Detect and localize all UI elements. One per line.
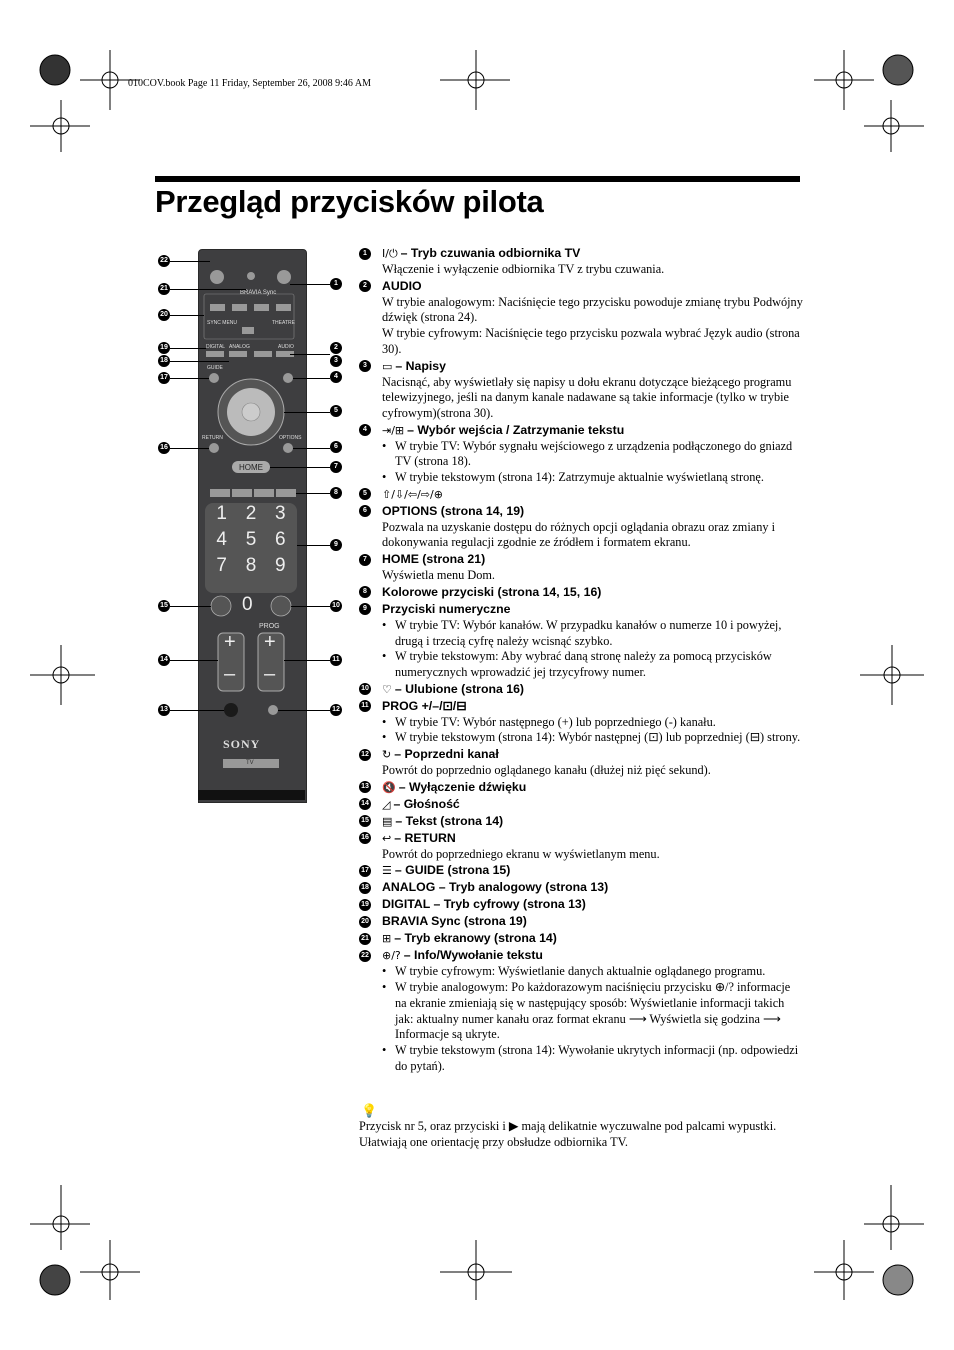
remote-label-analog: ANALOG: [229, 344, 250, 350]
callout-14: 14: [158, 654, 170, 666]
item-title: – Info/Wywołanie tekstu: [403, 948, 543, 963]
remote-label-tv: TV: [246, 760, 254, 766]
number-pad: [207, 503, 295, 577]
item-heading: [359, 947, 804, 964]
callout-18: 18: [158, 355, 170, 367]
callout-11: 11: [330, 654, 342, 666]
item-description: Wyświetla menu Dom.: [382, 568, 495, 583]
button-description-item: [359, 913, 804, 930]
item-title: Kolorowe przyciski (strona 14, 15, 16): [382, 584, 602, 599]
callout-3: 3: [330, 355, 342, 367]
item-heading: [359, 486, 804, 503]
item-title: – Wybór wejścia / Zatrzymanie tekstu: [407, 422, 625, 437]
button-symbol-icon: 🔇: [382, 780, 396, 794]
bullet-text: W trybie analogowym: Po każdorazowym naciśnięciu przycisku ⊕/? informacje na ekranie zmieniają się w następujący sposób: Wyświetlanie informacji takich jak: aktualny numer kanału oraz format ekranu ⟶ Wyświetla się godzina ⟶ Informacje są ukryte.: [395, 980, 791, 1042]
item-description: Pozwala na uzyskanie dostępu do różnych opcji oglądania obrazu oraz zmiany i dokonywania regulacji zgodnie ze źródłem i formatem ekranu.: [382, 519, 776, 550]
item-number-badge: 15: [359, 815, 371, 827]
item-heading: [359, 879, 804, 896]
item-heading: [359, 813, 804, 830]
bullet-item: [382, 1043, 804, 1074]
item-number-badge: 8: [359, 586, 371, 598]
item-heading: [359, 896, 804, 913]
callout-15: 15: [158, 600, 170, 612]
tip-section: [359, 1102, 799, 1150]
remote-label-guide: GUIDE: [207, 365, 223, 371]
title-rule: [155, 176, 800, 182]
item-title: – Tryb czuwania odbiornika TV: [400, 246, 581, 260]
item-number-badge: 10: [359, 683, 371, 695]
button-symbol-icon: ↻: [382, 748, 392, 762]
item-heading: [359, 503, 804, 520]
item-heading: [359, 601, 804, 618]
bullet-item: [382, 439, 804, 470]
bullet-text: W trybie tekstowym (strona 14): Zatrzymuje aktualnie wyświetlaną stronę.: [395, 470, 764, 485]
button-symbol-icon: ⇥/⊞: [382, 423, 405, 437]
item-title: – Wyłączenie dźwięku: [398, 779, 527, 794]
button-description-item: [359, 930, 804, 947]
remote-brand-logo: SONY: [223, 737, 261, 751]
page-title: Przegląd przycisków pilota: [155, 184, 544, 219]
callout-2: 2: [330, 342, 342, 354]
item-title: BRAVIA Sync (strona 19): [382, 914, 527, 929]
item-heading: [359, 862, 804, 879]
item-title: – Tryb ekranowy (strona 14): [394, 931, 557, 946]
button-description-item: [359, 601, 804, 681]
callout-1: 1: [330, 278, 342, 290]
callout-7: 7: [330, 461, 342, 473]
item-heading: [359, 746, 804, 763]
item-heading: [359, 779, 804, 796]
bullet-item: [382, 618, 804, 649]
item-number-badge: 12: [359, 749, 371, 761]
item-description: Włączenie i wyłączenie odbiornika TV z trybu czuwania.: [382, 262, 665, 276]
remote-illustration: [155, 245, 355, 805]
bullet-text: W trybie cyfrowym: Wyświetlanie danych aktualnie oglądanego programu.: [395, 964, 766, 979]
callout-17: 17: [158, 372, 170, 384]
callout-9: 9: [330, 539, 342, 551]
button-symbol-icon: ⇧/⇩/⇦/⇨/⊕: [382, 487, 443, 501]
item-title: – Głośność: [393, 796, 460, 811]
page-header-line: 010COV.book Page 11 Friday, September 26, 2008 9:46 AM: [128, 78, 371, 89]
item-description: Powrót do poprzednio oglądanego kanału (dłużej niż pięć sekund).: [382, 763, 711, 778]
button-symbol-icon: ◿: [382, 797, 391, 811]
callout-20: 20: [158, 309, 170, 321]
bullet-dot: •: [382, 649, 387, 664]
remote-label-return: RETURN: [202, 435, 223, 441]
number-key: 7: [216, 555, 227, 576]
number-key: 3: [275, 503, 286, 524]
item-description: W trybie cyfrowym: Naciśnięcie tego przycisku pozwala wybrać Język audio (strona 30).: [382, 326, 800, 356]
number-key: 4: [216, 529, 227, 550]
remote-label-theatre: THEATRE: [272, 320, 295, 326]
callout-21: 21: [158, 283, 170, 295]
remote-label-audio: AUDIO: [278, 344, 294, 350]
button-symbol-icon: ▤: [382, 814, 393, 828]
item-heading: [359, 830, 804, 847]
bullet-dot: •: [382, 714, 387, 729]
bullet-dot: •: [382, 438, 387, 453]
button-description-item: [359, 796, 804, 813]
number-key-zero: 0: [242, 594, 253, 615]
button-symbol-icon: ♡: [382, 682, 392, 696]
item-number-badge: 16: [359, 832, 371, 844]
item-number-badge: 14: [359, 798, 371, 810]
item-number-badge: 3: [359, 360, 371, 372]
button-description-item: [359, 896, 804, 913]
item-number-badge: 11: [359, 700, 371, 712]
item-title: OPTIONS (strona 14, 19): [382, 503, 525, 518]
button-description-item: [359, 358, 804, 422]
remote-label-prog: PROG: [259, 623, 280, 630]
item-number-badge: 6: [359, 505, 371, 517]
callout-10: 10: [330, 600, 342, 612]
item-title: – GUIDE (strona 15): [394, 863, 511, 878]
item-heading: [359, 551, 804, 568]
callout-12: 12: [330, 704, 342, 716]
button-description-item: [359, 681, 804, 698]
callout-8: 8: [330, 487, 342, 499]
bullet-text: W trybie tekstowym (strona 14): Wywołanie ukrytych informacji (np. odpowiedzi do pytań).: [395, 1042, 799, 1073]
number-key: 5: [245, 529, 257, 550]
bullet-dot: •: [382, 617, 387, 632]
number-key: 6: [275, 529, 286, 550]
bullet-dot: •: [382, 964, 387, 979]
button-symbol-icon: I/⏻: [382, 247, 398, 260]
button-description-item: [359, 746, 804, 779]
item-number-badge: 1: [359, 248, 371, 260]
volume-minus: –: [224, 663, 236, 685]
item-title: DIGITAL – Tryb cyfrowy (strona 13): [382, 897, 586, 912]
bullet-text: W trybie tekstowym (strona 14): Wybór następnej (⊡) lub poprzedniej (⊟) strony.: [395, 730, 801, 745]
number-key: 8: [245, 555, 257, 576]
item-title: Przyciski numeryczne: [382, 601, 511, 616]
item-title: – Poprzedni kanał: [394, 747, 499, 762]
item-number-badge: 4: [359, 424, 371, 436]
item-description: W trybie analogowym: Naciśnięcie tego przycisku powoduje zmianę trybu Podwójny dźwięk (strona 24).: [382, 294, 803, 325]
item-number-badge: 9: [359, 603, 371, 615]
item-description: Powrót do poprzedniego ekranu w wyświetlanym menu.: [382, 846, 660, 861]
remote-label-sync-menu: SYNC MENU: [207, 320, 238, 326]
button-description-item: [359, 486, 804, 503]
button-description-item: [359, 422, 804, 486]
button-symbol-icon: ⊕/?: [382, 949, 401, 963]
callout-6: 6: [330, 441, 342, 453]
item-title: ANALOG – Tryb analogowy (strona 13): [382, 880, 609, 895]
item-heading: [359, 796, 804, 813]
tip-text: Przycisk nr 5, oraz przyciski i ▶ mają delikatnie wyczuwalne pod palcami wypustki. Ułatwiają one orientację przy obsłudze odbiornika TV.: [359, 1119, 777, 1149]
remote-label-options: OPTIONS: [279, 435, 302, 441]
light-bulb-icon: 💡: [361, 1104, 378, 1119]
bullet-dot: •: [382, 980, 387, 995]
button-description-item: [359, 862, 804, 879]
bullet-dot: •: [382, 730, 387, 745]
callout-19: 19: [158, 342, 170, 354]
bullet-text: W trybie TV: Wybór kanałów. W przypadku kanałów o numerze 10 i powyżej, drugą i trzecią cyfrę należy wcisnąć szybko.: [395, 617, 782, 648]
bullet-dot: •: [382, 470, 387, 485]
remote-label-bravia-sync: BRAVIA Sync: [240, 290, 277, 296]
button-description-item: [359, 503, 804, 551]
bullet-item: [382, 470, 804, 486]
item-number-badge: 22: [359, 950, 371, 962]
button-description-item: [359, 584, 804, 601]
item-heading: [359, 422, 804, 439]
callout-22: 22: [158, 255, 170, 267]
prog-plus: +: [264, 631, 276, 653]
bullet-item: [382, 964, 804, 980]
item-title: – RETURN: [394, 830, 456, 845]
button-description-item: [359, 830, 804, 863]
bullet-text: W trybie TV: Wybór następnego (+) lub poprzedniego (-) kanału.: [395, 714, 716, 729]
item-number-badge: 19: [359, 899, 371, 911]
item-number-badge: 13: [359, 781, 371, 793]
number-key: 9: [275, 555, 286, 576]
item-title: – Tekst (strona 14): [395, 813, 504, 828]
item-title: AUDIO: [382, 278, 422, 293]
bullet-item: [382, 730, 804, 746]
item-heading: [359, 358, 804, 375]
prog-minus: –: [264, 663, 276, 685]
callout-4: 4: [330, 371, 342, 383]
item-heading: [359, 584, 804, 601]
bullet-item: [382, 649, 804, 680]
remote-label-digital: DIGITAL: [206, 344, 226, 350]
item-number-badge: 20: [359, 916, 371, 928]
bullet-dot: •: [382, 1042, 387, 1057]
item-number-badge: 21: [359, 933, 371, 945]
callout-13: 13: [158, 704, 170, 716]
item-heading: [359, 245, 804, 262]
item-title: – Ulubione (strona 16): [394, 681, 525, 696]
item-title: – Napisy: [395, 358, 446, 373]
item-heading: [359, 278, 804, 295]
button-descriptions: [359, 245, 804, 1074]
item-number-badge: 7: [359, 554, 371, 566]
item-number-badge: 17: [359, 865, 371, 877]
item-heading: [359, 930, 804, 947]
button-description-item: [359, 947, 804, 1074]
callout-5: 5: [330, 405, 342, 417]
item-title: HOME (strona 21): [382, 552, 486, 567]
button-symbol-icon: ↩: [382, 831, 392, 845]
item-description: Nacisnąć, aby wyświetlały się napisy u dołu ekranu dotyczące bieżącego programu telewizyjnego, jeśli na danym kanale nadawane są takie informacje (tylko w trybie cyfrowym)(strona 30).: [382, 374, 792, 420]
bullet-item: [382, 715, 804, 731]
power-button: [277, 270, 291, 284]
bullet-text: W trybie TV: Wybór sygnału wejściowego z urządzenia podłączonego do gniazd TV (strona 18).: [395, 438, 793, 469]
button-symbol-icon: ▭: [382, 359, 393, 373]
button-description-item: [359, 813, 804, 830]
item-heading: [359, 698, 804, 715]
button-description-item: [359, 245, 804, 278]
item-heading: [359, 913, 804, 930]
bullet-text: W trybie tekstowym: Aby wybrać daną stronę należy za pomocą przycisków numerycznych wprowadzić jej trzycyfrowy numer.: [395, 649, 772, 679]
volume-plus: +: [224, 631, 236, 653]
button-description-item: [359, 278, 804, 358]
item-number-badge: 2: [359, 280, 371, 292]
callout-16: 16: [158, 442, 170, 454]
item-number-badge: 5: [359, 488, 371, 500]
bullet-item: [382, 980, 804, 1043]
button-description-item: [359, 879, 804, 896]
info-button: [210, 270, 224, 284]
item-title: PROG +/–/⊡/⊟: [382, 698, 467, 713]
button-description-item: [359, 698, 804, 746]
item-heading: [359, 681, 804, 698]
button-description-item: [359, 551, 804, 584]
button-symbol-icon: ⊞: [382, 932, 392, 946]
remote-label-home: HOME: [239, 463, 263, 472]
number-key: 1: [216, 503, 227, 524]
item-number-badge: 18: [359, 882, 371, 894]
number-key: 2: [245, 503, 257, 524]
button-description-item: [359, 779, 804, 796]
button-symbol-icon: ☰: [382, 864, 392, 878]
